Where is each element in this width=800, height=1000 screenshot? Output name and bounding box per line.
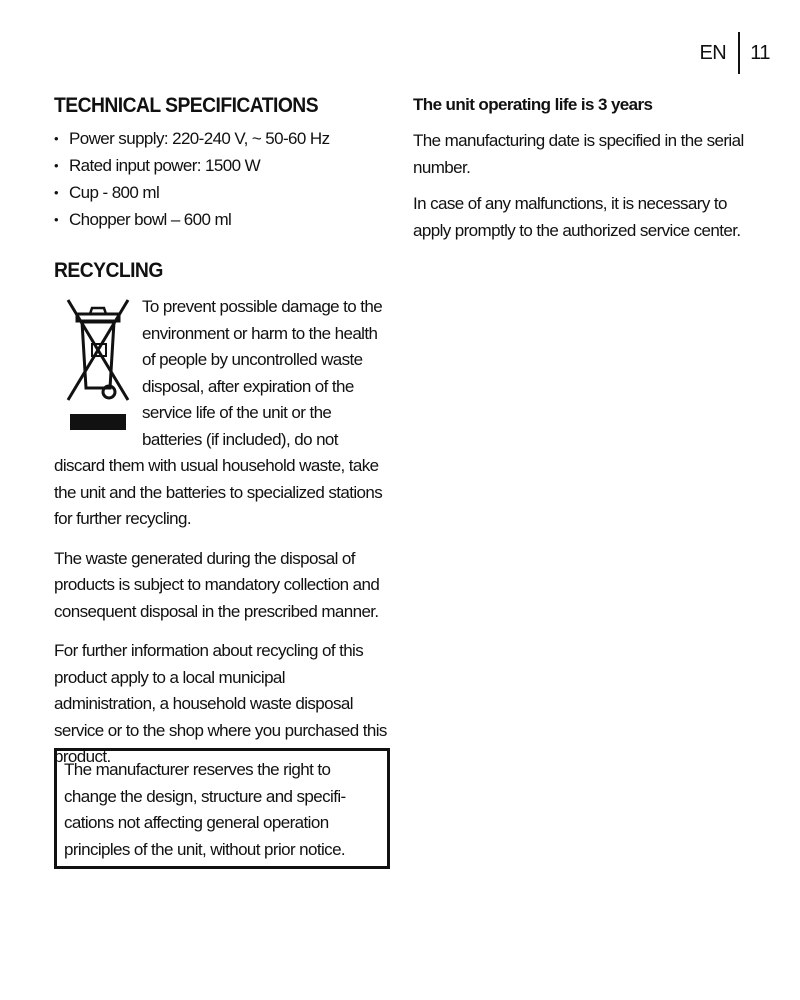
left-column	[54, 92, 388, 771]
crossed-out-wheelie-bin-icon	[62, 296, 134, 434]
manufacturing-date-paragraph: The manufacturing date is specified in the serial number.	[413, 131, 744, 177]
recycling-title: RECYCLING	[54, 259, 163, 282]
spec-item-rated-power: • Rated input power: 1500 W	[54, 152, 388, 179]
page-header	[699, 32, 770, 74]
recycling-paragraph-1: To prevent possible damage to the environment or harm to the health of people by uncontrolled waste disposal, after expiration of the service life of the unit or the batteries (if included), do not discard them with usual household waste, take the unit and the batteries to specialized stations for further recycling.	[54, 297, 383, 528]
malfunction-paragraph: In case of any malfunctions, it is necessary to apply promptly to the authorized service center.	[413, 194, 741, 240]
page-number: 11	[750, 41, 770, 64]
manufacturer-notice-text: The manufacturer reserves the right to change the design, structure and specifi-cations not affecting general operation principles of the unit, without prior notice.	[64, 760, 346, 859]
right-column	[413, 92, 753, 244]
operating-life-heading: The unit operating life is 3 years	[413, 95, 653, 114]
technical-specifications-title: TECHNICAL SPECIFICATIONS	[54, 94, 319, 117]
spec-item-chopper-bowl: • Chopper bowl – 600 ml	[54, 206, 388, 233]
recycling-section	[54, 294, 388, 533]
recycling-paragraph-3: For further information about recycling of this product apply to a local municipal administration, a household waste disposal service or to the shop where you purchased this product.	[54, 641, 387, 766]
recycling-paragraph-2: The waste generated during the disposal of products is subject to mandatory collection and consequent disposal in the prescribed manner.	[54, 548, 380, 621]
specifications-list	[54, 125, 388, 233]
language-label: EN	[699, 41, 727, 64]
spec-item-cup: • Cup - 800 ml	[54, 179, 388, 206]
spec-item-power-supply: • Power supply: 220-240 V, ~ 50-60 Hz	[54, 125, 388, 152]
manufacturer-notice-box	[54, 748, 390, 869]
